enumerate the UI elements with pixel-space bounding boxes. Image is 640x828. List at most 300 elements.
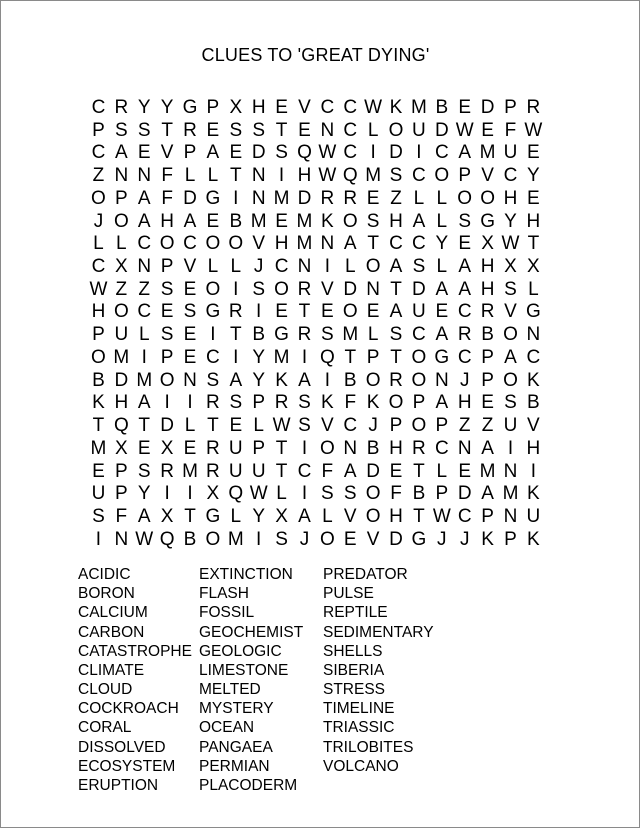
- grid-letter: Y: [252, 369, 266, 391]
- grid-letter: V: [298, 97, 311, 118]
- word-item: PERMIAN: [199, 757, 270, 775]
- grid-letter: C: [343, 119, 358, 141]
- grid-letter: T: [207, 415, 219, 437]
- grid-letter: E: [275, 97, 288, 118]
- grid-letter: C: [412, 324, 426, 346]
- grid-letter: D: [389, 528, 403, 550]
- grid-row: [87, 324, 545, 347]
- grid-letter: E: [275, 210, 288, 232]
- grid-letter: E: [481, 392, 494, 414]
- grid-letter: E: [229, 415, 243, 437]
- grid-letter: X: [527, 256, 540, 278]
- grid-letter: O: [411, 415, 427, 437]
- grid-letter: C: [457, 346, 472, 368]
- word-item: GEOCHEMIST: [199, 623, 304, 641]
- grid-letter: P: [114, 187, 128, 209]
- word-item: VOLCANO: [323, 757, 399, 775]
- grid-letter: E: [275, 301, 288, 323]
- word-item: CARBON: [78, 623, 145, 641]
- grid-letter: I: [278, 165, 285, 187]
- grid-letter: E: [137, 142, 151, 164]
- grid-letter: L: [184, 165, 196, 187]
- grid-letter: D: [160, 415, 174, 437]
- word-item: TRILOBITES: [323, 738, 414, 756]
- grid-letter: A: [481, 437, 494, 459]
- grid-letter: U: [91, 483, 106, 505]
- grid-letter: S: [92, 505, 105, 527]
- grid-letter: C: [206, 346, 220, 368]
- grid-letter: E: [321, 301, 334, 323]
- grid-letter: I: [301, 483, 308, 505]
- grid-letter: L: [436, 210, 448, 232]
- grid-letter: G: [205, 187, 221, 209]
- grid-letter: Z: [458, 415, 471, 437]
- grid-letter: O: [205, 528, 221, 550]
- grid-row: [87, 279, 545, 302]
- grid-row: [87, 256, 545, 279]
- grid-letter: N: [251, 165, 266, 187]
- grid-letter: X: [160, 437, 174, 459]
- grid-letter: R: [206, 437, 220, 459]
- grid-letter: C: [297, 460, 312, 482]
- grid-letter: K: [321, 210, 334, 232]
- grid-letter: I: [301, 346, 308, 368]
- grid-letter: T: [184, 505, 196, 527]
- grid-letter: X: [206, 483, 220, 505]
- grid-letter: O: [503, 369, 518, 391]
- grid-letter: E: [527, 187, 540, 209]
- grid-letter: Z: [115, 278, 128, 300]
- grid-letter: O: [503, 324, 518, 346]
- grid-letter: M: [411, 97, 427, 118]
- grid-letter: J: [459, 369, 470, 391]
- grid-letter: O: [228, 233, 244, 255]
- grid-letter: P: [412, 392, 426, 414]
- grid-letter: Q: [113, 415, 129, 437]
- grid-letter: U: [503, 415, 518, 437]
- grid-letter: U: [228, 460, 243, 482]
- grid-letter: N: [114, 165, 129, 187]
- word-item: GEOLOGIC: [199, 642, 282, 660]
- grid-row: [87, 165, 545, 188]
- grid-letter: O: [342, 210, 358, 232]
- word-item: FOSSIL: [199, 604, 255, 622]
- grid-letter: A: [435, 392, 449, 414]
- grid-letter: X: [114, 437, 128, 459]
- grid-letter: I: [233, 278, 239, 300]
- grid-letter: O: [365, 256, 381, 278]
- grid-letter: P: [92, 119, 105, 141]
- grid-letter: U: [251, 460, 266, 482]
- grid-letter: E: [527, 142, 540, 164]
- grid-letter: I: [416, 142, 422, 164]
- grid-letter: R: [297, 278, 312, 300]
- grid-letter: L: [138, 324, 150, 346]
- word-item: PANGAEA: [199, 738, 273, 756]
- grid-letter: S: [321, 324, 334, 346]
- grid-letter: W: [249, 483, 268, 505]
- grid-letter: R: [228, 301, 243, 323]
- grid-letter: E: [229, 142, 243, 164]
- grid-letter: M: [502, 483, 519, 505]
- grid-letter: O: [159, 233, 175, 255]
- grid-letter: W: [524, 119, 543, 141]
- grid-letter: W: [272, 415, 291, 437]
- grid-letter: Y: [435, 233, 449, 255]
- grid-letter: C: [274, 256, 289, 278]
- grid-letter: R: [412, 437, 426, 459]
- word-item: FLASH: [199, 585, 249, 603]
- grid-letter: E: [481, 119, 494, 141]
- grid-letter: A: [458, 278, 472, 300]
- grid-letter: L: [93, 233, 104, 255]
- grid-letter: K: [527, 528, 540, 550]
- grid-letter: S: [183, 301, 197, 323]
- grid-letter: N: [183, 369, 197, 391]
- grid-letter: H: [480, 278, 495, 300]
- grid-letter: E: [389, 460, 403, 482]
- grid-letter: S: [137, 460, 151, 482]
- grid-letter: T: [344, 346, 357, 368]
- grid-letter: X: [481, 233, 494, 255]
- grid-letter: W: [318, 142, 337, 164]
- grid-letter: P: [435, 483, 449, 505]
- grid-letter: T: [92, 415, 105, 437]
- grid-letter: D: [366, 460, 380, 482]
- grid-letter: O: [365, 505, 381, 527]
- grid-letter: V: [527, 415, 540, 437]
- grid-letter: E: [137, 437, 151, 459]
- grid-letter: I: [507, 437, 514, 459]
- word-item: SEDIMENTARY: [323, 623, 434, 641]
- grid-letter: G: [411, 528, 427, 550]
- grid-letter: I: [187, 392, 193, 414]
- grid-letter: O: [365, 369, 381, 391]
- grid-letter: H: [480, 256, 495, 278]
- grid-letter: B: [527, 392, 540, 414]
- grid-letter: A: [389, 301, 403, 323]
- grid-letter: Z: [138, 278, 151, 300]
- grid-letter: L: [230, 256, 242, 278]
- grid-row: [87, 506, 545, 529]
- page-title: CLUES TO 'GREAT DYING': [201, 45, 430, 65]
- grid-letter: I: [324, 369, 330, 391]
- grid-letter: L: [207, 256, 219, 278]
- grid-letter: O: [388, 392, 404, 414]
- grid-letter: C: [412, 233, 426, 255]
- grid-letter: H: [160, 210, 174, 232]
- word-item: STRESS: [323, 681, 386, 699]
- grid-letter: K: [527, 483, 540, 505]
- word-item: SHELLS: [323, 642, 383, 660]
- grid-letter: A: [137, 187, 151, 209]
- grid-letter: S: [389, 165, 403, 187]
- grid-letter: O: [434, 165, 450, 187]
- grid-letter: H: [274, 233, 289, 255]
- grid-letter: B: [252, 324, 266, 346]
- grid-letter: W: [364, 97, 383, 118]
- grid-letter: B: [481, 324, 494, 346]
- grid-letter: E: [366, 187, 380, 209]
- grid-letter: T: [390, 346, 402, 368]
- grid-letter: H: [503, 187, 518, 209]
- grid-letter: Z: [390, 187, 402, 209]
- grid-letter: P: [92, 324, 105, 346]
- grid-letter: H: [91, 301, 106, 323]
- grid-letter: Q: [319, 346, 335, 368]
- grid-letter: L: [413, 187, 425, 209]
- grid-letter: B: [435, 97, 449, 118]
- grid-letter: A: [458, 256, 472, 278]
- grid-letter: H: [389, 437, 403, 459]
- grid-letter: A: [206, 142, 220, 164]
- word-item: ERUPTION: [78, 776, 159, 794]
- grid-letter: E: [298, 119, 311, 141]
- word-list-column: [78, 565, 199, 795]
- grid-letter: S: [229, 119, 243, 141]
- grid-letter: C: [389, 233, 403, 255]
- grid-letter: R: [114, 97, 129, 118]
- grid-letter: C: [320, 97, 335, 118]
- grid-letter: G: [434, 346, 450, 368]
- grid-letter: L: [322, 505, 333, 527]
- grid-letter: A: [298, 369, 311, 391]
- grid-letter: N: [503, 460, 518, 482]
- grid-letter: E: [435, 301, 449, 323]
- grid-letter: P: [206, 97, 220, 118]
- grid-letter: H: [457, 392, 472, 414]
- grid-letter: G: [182, 97, 198, 118]
- grid-letter: H: [526, 437, 541, 459]
- grid-letter: P: [481, 505, 494, 527]
- grid-letter: O: [480, 187, 495, 209]
- grid-letter: M: [479, 142, 496, 164]
- grid-letter: L: [528, 278, 539, 300]
- grid-letter: E: [343, 528, 357, 550]
- grid-row: [87, 461, 545, 484]
- grid-letter: Y: [252, 346, 266, 368]
- grid-letter: C: [137, 233, 152, 255]
- grid-letter: O: [91, 187, 106, 209]
- grid-letter: B: [229, 210, 243, 232]
- grid-letter: I: [256, 301, 262, 323]
- grid-row: [87, 392, 545, 415]
- grid-letter: D: [457, 483, 472, 505]
- grid-letter: C: [457, 505, 472, 527]
- grid-letter: I: [95, 528, 102, 550]
- grid-letter: I: [210, 324, 216, 346]
- word-item: CLOUD: [78, 681, 133, 699]
- grid-letter: W: [432, 505, 451, 527]
- grid-letter: C: [434, 437, 449, 459]
- grid-letter: D: [114, 369, 129, 391]
- grid-letter: D: [343, 278, 358, 300]
- grid-letter: N: [434, 369, 449, 391]
- grid-row: [87, 483, 545, 506]
- grid-letter: D: [183, 187, 197, 209]
- grid-letter: C: [137, 301, 152, 323]
- grid-letter: W: [89, 278, 108, 300]
- grid-letter: S: [137, 119, 151, 141]
- word-item: SIBERIA: [323, 661, 385, 679]
- grid-letter: P: [160, 346, 174, 368]
- grid-letter: J: [368, 415, 378, 437]
- grid-letter: V: [252, 233, 266, 255]
- grid-letter: R: [297, 324, 312, 346]
- grid-letter: F: [321, 460, 334, 482]
- grid-letter: M: [342, 324, 359, 346]
- grid-letter: S: [252, 119, 266, 141]
- grid-letter: X: [275, 505, 288, 527]
- grid-letter: R: [160, 460, 174, 482]
- puzzle-grid: [87, 97, 545, 551]
- grid-letter: A: [343, 460, 357, 482]
- grid-letter: S: [252, 278, 266, 300]
- grid-letter: O: [457, 187, 473, 209]
- grid-letter: M: [273, 187, 290, 209]
- grid-letter: Y: [252, 505, 266, 527]
- grid-letter: E: [160, 301, 174, 323]
- grid-letter: A: [298, 505, 311, 527]
- grid-letter: E: [366, 301, 380, 323]
- word-item: COCKROACH: [78, 700, 179, 718]
- grid-letter: I: [187, 483, 193, 505]
- grid-letter: X: [160, 505, 174, 527]
- grid-letter: R: [480, 301, 495, 323]
- grid-letter: S: [275, 142, 288, 164]
- grid-letter: T: [161, 119, 173, 141]
- word-item: DISSOLVED: [78, 738, 166, 756]
- grid-letter: E: [92, 460, 105, 482]
- grid-letter: N: [137, 256, 152, 278]
- word-item: TRIASSIC: [323, 719, 395, 737]
- grid-letter: O: [319, 528, 335, 550]
- grid-letter: R: [526, 97, 541, 118]
- word-list-column: [199, 565, 323, 795]
- word-item: BORON: [78, 585, 135, 603]
- grid-letter: S: [160, 278, 174, 300]
- grid-letter: M: [296, 233, 313, 255]
- grid-letter: C: [412, 165, 426, 187]
- grid-letter: O: [113, 301, 129, 323]
- grid-letter: T: [275, 437, 288, 459]
- grid-letter: C: [457, 301, 472, 323]
- grid-letter: A: [137, 505, 151, 527]
- grid-letter: I: [141, 346, 147, 368]
- grid-letter: N: [297, 256, 312, 278]
- grid-letter: H: [389, 505, 403, 527]
- grid-letter: I: [233, 346, 239, 368]
- grid-row: [87, 438, 545, 461]
- grid-letter: L: [253, 415, 264, 437]
- grid-letter: S: [412, 256, 426, 278]
- grid-letter: R: [206, 392, 220, 414]
- grid-letter: T: [275, 119, 288, 141]
- grid-letter: M: [182, 460, 198, 482]
- grid-letter: X: [114, 256, 128, 278]
- grid-letter: T: [229, 165, 242, 187]
- grid-letter: X: [504, 256, 517, 278]
- grid-letter: A: [229, 369, 243, 391]
- grid-letter: W: [318, 165, 337, 187]
- grid-letter: I: [233, 187, 239, 209]
- grid-letter: S: [160, 324, 174, 346]
- grid-letter: A: [458, 142, 472, 164]
- grid-letter: S: [206, 369, 220, 391]
- grid-letter: D: [434, 119, 449, 141]
- grid-letter: C: [526, 346, 541, 368]
- word-item: CATASTROPHE: [78, 642, 192, 660]
- grid-letter: Q: [342, 165, 358, 187]
- grid-letter: U: [526, 505, 541, 527]
- grid-letter: P: [481, 369, 494, 391]
- grid-letter: J: [459, 528, 470, 550]
- grid-letter: I: [164, 392, 170, 414]
- grid-letter: V: [183, 256, 197, 278]
- grid-letter: S: [298, 392, 311, 414]
- grid-letter: O: [411, 346, 427, 368]
- word-item: MELTED: [199, 681, 261, 699]
- word-item: PLACODERM: [199, 776, 298, 794]
- grid-letter: M: [365, 165, 382, 187]
- word-item: PREDATOR: [323, 566, 408, 583]
- grid-letter: B: [183, 528, 197, 550]
- grid-letter: R: [320, 187, 335, 209]
- grid-letter: N: [137, 165, 152, 187]
- grid-letter: Y: [137, 483, 151, 505]
- grid-letter: P: [183, 142, 197, 164]
- grid-letter: A: [389, 256, 403, 278]
- grid-letter: O: [388, 119, 404, 141]
- grid-letter: I: [164, 483, 170, 505]
- grid-letter: T: [138, 415, 151, 437]
- grid-letter: A: [183, 210, 197, 232]
- grid-letter: I: [324, 256, 330, 278]
- grid-letter: E: [458, 233, 472, 255]
- grid-letter: Z: [481, 415, 494, 437]
- grid-letter: S: [504, 278, 517, 300]
- grid-letter: T: [390, 278, 402, 300]
- grid-letter: W: [455, 119, 474, 141]
- word-list-column: [323, 565, 434, 776]
- grid-letter: I: [370, 142, 376, 164]
- grid-letter: E: [183, 437, 197, 459]
- grid-letter: E: [183, 346, 197, 368]
- grid-letter: H: [251, 97, 266, 118]
- grid-row: [87, 233, 545, 256]
- grid-letter: A: [481, 483, 494, 505]
- grid-letter: S: [321, 483, 334, 505]
- word-item: LIMESTONE: [199, 661, 289, 679]
- grid-letter: Q: [159, 528, 175, 550]
- grid-letter: V: [343, 505, 357, 527]
- grid-letter: E: [183, 278, 197, 300]
- grid-letter: A: [435, 324, 449, 346]
- grid-letter: V: [481, 165, 494, 187]
- grid-letter: T: [527, 233, 540, 255]
- grid-letter: O: [274, 278, 289, 300]
- grid-letter: M: [250, 210, 267, 232]
- grid-letter: S: [389, 324, 403, 346]
- word-item: ACIDIC: [78, 566, 131, 583]
- grid-letter: E: [183, 324, 197, 346]
- grid-letter: C: [91, 97, 106, 118]
- grid-letter: N: [251, 187, 266, 209]
- grid-letter: P: [504, 97, 517, 118]
- grid-letter: R: [183, 119, 197, 141]
- grid-letter: K: [275, 369, 288, 391]
- grid-letter: E: [206, 119, 220, 141]
